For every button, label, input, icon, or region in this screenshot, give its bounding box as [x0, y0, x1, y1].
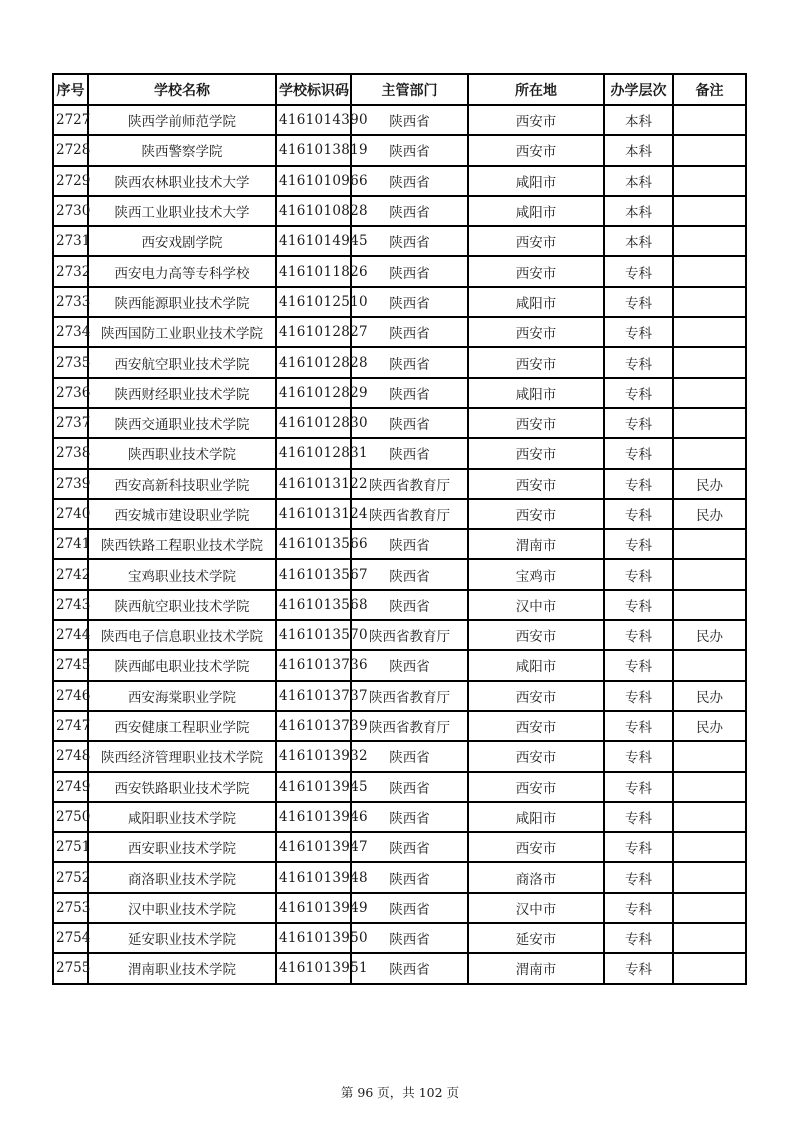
cell-authority: 陕西省: [351, 317, 468, 347]
cell-authority: 陕西省: [351, 378, 468, 408]
cell-location: 渭南市: [468, 953, 604, 983]
table-body: [53, 105, 746, 984]
cell-authority: 陕西省: [351, 923, 468, 953]
cell-level: 专科: [604, 347, 673, 377]
cell-remark: [673, 802, 746, 832]
cell-school-code: 4161011826: [276, 256, 351, 286]
cell-authority: 陕西省教育厅: [351, 711, 468, 741]
cell-school-code: 4161013568: [276, 590, 351, 620]
cell-school-code: 4161012827: [276, 317, 351, 347]
table-row: [53, 953, 746, 983]
table-row: [53, 802, 746, 832]
cell-remark: [673, 559, 746, 589]
cell-level: 专科: [604, 529, 673, 559]
cell-location: 商洛市: [468, 862, 604, 892]
cell-school-name: 西安健康工程职业学院: [88, 711, 276, 741]
cell-index: 2755: [53, 953, 88, 983]
cell-remark: [673, 408, 746, 438]
cell-level: 专科: [604, 620, 673, 650]
cell-school-name: 西安海棠职业学院: [88, 681, 276, 711]
cell-level: 本科: [604, 135, 673, 165]
cell-authority: 陕西省: [351, 166, 468, 196]
cell-level: 专科: [604, 559, 673, 589]
cell-location: 西安市: [468, 832, 604, 862]
cell-authority: 陕西省: [351, 529, 468, 559]
cell-level: 专科: [604, 287, 673, 317]
cell-authority: 陕西省: [351, 559, 468, 589]
table-row: [53, 105, 746, 135]
cell-level: 专科: [604, 832, 673, 862]
cell-level: 本科: [604, 166, 673, 196]
cell-school-name: 西安电力高等专科学校: [88, 256, 276, 286]
cell-school-name: 渭南职业技术学院: [88, 953, 276, 983]
cell-authority: 陕西省教育厅: [351, 620, 468, 650]
cell-location: 西安市: [468, 256, 604, 286]
cell-index: 2739: [53, 469, 88, 499]
cell-school-code: 4161014945: [276, 226, 351, 256]
cell-level: 专科: [604, 923, 673, 953]
cell-school-code: 4161013945: [276, 772, 351, 802]
cell-remark: [673, 862, 746, 892]
cell-index: 2747: [53, 711, 88, 741]
cell-location: 咸阳市: [468, 166, 604, 196]
cell-location: 汉中市: [468, 893, 604, 923]
table-row: [53, 499, 746, 529]
table-row: [53, 378, 746, 408]
cell-authority: 陕西省: [351, 893, 468, 923]
cell-remark: [673, 923, 746, 953]
cell-level: 专科: [604, 650, 673, 680]
table-row: [53, 711, 746, 741]
cell-remark: [673, 378, 746, 408]
cell-school-name: 宝鸡职业技术学院: [88, 559, 276, 589]
cell-authority: 陕西省: [351, 953, 468, 983]
cell-school-name: 西安职业技术学院: [88, 832, 276, 862]
cell-authority: 陕西省: [351, 256, 468, 286]
cell-authority: 陕西省: [351, 287, 468, 317]
cell-remark: [673, 953, 746, 983]
cell-school-code: 4161013947: [276, 832, 351, 862]
cell-school-code: 4161012510: [276, 287, 351, 317]
cell-school-name: 陕西国防工业职业技术学院: [88, 317, 276, 347]
cell-index: 2731: [53, 226, 88, 256]
cell-level: 本科: [604, 196, 673, 226]
cell-school-code: 4161013932: [276, 741, 351, 771]
cell-index: 2746: [53, 681, 88, 711]
cell-index: 2742: [53, 559, 88, 589]
cell-remark: [673, 529, 746, 559]
cell-school-name: 陕西经济管理职业技术学院: [88, 741, 276, 771]
cell-school-code: 4161013567: [276, 559, 351, 589]
cell-remark: [673, 772, 746, 802]
cell-index: 2730: [53, 196, 88, 226]
cell-index: 2750: [53, 802, 88, 832]
cell-school-code: 4161013570: [276, 620, 351, 650]
cell-remark: [673, 893, 746, 923]
table-row: [53, 893, 746, 923]
col-header-index: 序号: [53, 74, 88, 105]
cell-school-name: 陕西电子信息职业技术学院: [88, 620, 276, 650]
table-row: [53, 832, 746, 862]
cell-level: 专科: [604, 681, 673, 711]
cell-location: 西安市: [468, 105, 604, 135]
table-row: [53, 620, 746, 650]
table-row: [53, 166, 746, 196]
cell-school-name: 汉中职业技术学院: [88, 893, 276, 923]
table-row: [53, 772, 746, 802]
cell-school-name: 西安铁路职业技术学院: [88, 772, 276, 802]
table-row: [53, 287, 746, 317]
table-row: [53, 559, 746, 589]
cell-authority: 陕西省: [351, 408, 468, 438]
cell-school-code: 4161012828: [276, 347, 351, 377]
table-row: [53, 741, 746, 771]
cell-remark: 民办: [673, 469, 746, 499]
cell-school-code: 4161013949: [276, 893, 351, 923]
cell-school-code: 4161012830: [276, 408, 351, 438]
cell-index: 2727: [53, 105, 88, 135]
cell-index: 2745: [53, 650, 88, 680]
cell-index: 2751: [53, 832, 88, 862]
cell-school-name: 商洛职业技术学院: [88, 862, 276, 892]
cell-location: 咸阳市: [468, 378, 604, 408]
table-row: [53, 226, 746, 256]
cell-school-code: 4161013737: [276, 681, 351, 711]
cell-index: 2743: [53, 590, 88, 620]
col-header-level: 办学层次: [604, 74, 673, 105]
cell-school-name: 陕西学前师范学院: [88, 105, 276, 135]
cell-level: 专科: [604, 711, 673, 741]
cell-school-name: 陕西财经职业技术学院: [88, 378, 276, 408]
cell-authority: 陕西省: [351, 226, 468, 256]
cell-location: 西安市: [468, 772, 604, 802]
table-row: [53, 923, 746, 953]
cell-location: 渭南市: [468, 529, 604, 559]
cell-level: 专科: [604, 772, 673, 802]
cell-location: 西安市: [468, 469, 604, 499]
cell-location: 咸阳市: [468, 650, 604, 680]
cell-school-code: 4161013739: [276, 711, 351, 741]
cell-level: 专科: [604, 499, 673, 529]
cell-location: 延安市: [468, 923, 604, 953]
cell-index: 2736: [53, 378, 88, 408]
cell-level: 专科: [604, 862, 673, 892]
cell-remark: [673, 196, 746, 226]
cell-level: 本科: [604, 105, 673, 135]
cell-location: 西安市: [468, 620, 604, 650]
cell-location: 宝鸡市: [468, 559, 604, 589]
cell-school-code: 4161010828: [276, 196, 351, 226]
cell-school-name: 西安高新科技职业学院: [88, 469, 276, 499]
cell-school-code: 4161013950: [276, 923, 351, 953]
page-footer: 第 96 页，共 102 页: [340, 1085, 460, 1100]
cell-remark: 民办: [673, 711, 746, 741]
cell-school-code: 4161014390: [276, 105, 351, 135]
cell-level: 专科: [604, 408, 673, 438]
cell-index: 2748: [53, 741, 88, 771]
cell-index: 2733: [53, 287, 88, 317]
cell-school-code: 4161013122: [276, 469, 351, 499]
table-row: [53, 256, 746, 286]
cell-location: 西安市: [468, 741, 604, 771]
cell-school-code: 4161010966: [276, 166, 351, 196]
cell-authority: 陕西省: [351, 650, 468, 680]
universities-table: [52, 73, 747, 985]
table-row: [53, 469, 746, 499]
cell-school-code: 4161013946: [276, 802, 351, 832]
cell-school-code: 4161012829: [276, 378, 351, 408]
cell-level: 专科: [604, 741, 673, 771]
cell-school-name: 陕西邮电职业技术学院: [88, 650, 276, 680]
cell-school-code: 4161012831: [276, 438, 351, 468]
cell-remark: 民办: [673, 681, 746, 711]
cell-location: 咸阳市: [468, 287, 604, 317]
cell-location: 咸阳市: [468, 802, 604, 832]
cell-school-code: 4161013736: [276, 650, 351, 680]
cell-school-name: 陕西铁路工程职业技术学院: [88, 529, 276, 559]
table-row: [53, 196, 746, 226]
cell-school-name: 西安戏剧学院: [88, 226, 276, 256]
cell-school-name: 陕西航空职业技术学院: [88, 590, 276, 620]
cell-level: 专科: [604, 893, 673, 923]
cell-authority: 陕西省教育厅: [351, 469, 468, 499]
cell-location: 咸阳市: [468, 196, 604, 226]
cell-location: 西安市: [468, 438, 604, 468]
cell-location: 西安市: [468, 408, 604, 438]
cell-school-name: 西安航空职业技术学院: [88, 347, 276, 377]
cell-school-code: 4161013124: [276, 499, 351, 529]
table-row: [53, 590, 746, 620]
cell-index: 2741: [53, 529, 88, 559]
cell-remark: [673, 438, 746, 468]
cell-authority: 陕西省: [351, 802, 468, 832]
cell-school-code: 4161013951: [276, 953, 351, 983]
cell-index: 2729: [53, 166, 88, 196]
cell-remark: [673, 590, 746, 620]
cell-index: 2754: [53, 923, 88, 953]
table-row: [53, 347, 746, 377]
cell-authority: 陕西省: [351, 438, 468, 468]
cell-school-name: 陕西交通职业技术学院: [88, 408, 276, 438]
cell-level: 专科: [604, 953, 673, 983]
cell-index: 2735: [53, 347, 88, 377]
cell-authority: 陕西省: [351, 590, 468, 620]
table-row: [53, 438, 746, 468]
cell-location: 西安市: [468, 681, 604, 711]
cell-level: 专科: [604, 802, 673, 832]
cell-level: 本科: [604, 226, 673, 256]
cell-location: 西安市: [468, 711, 604, 741]
cell-level: 专科: [604, 469, 673, 499]
cell-index: 2738: [53, 438, 88, 468]
header-row: [53, 74, 746, 105]
cell-school-name: 陕西警察学院: [88, 135, 276, 165]
cell-remark: [673, 166, 746, 196]
cell-school-name: 陕西能源职业技术学院: [88, 287, 276, 317]
cell-authority: 陕西省: [351, 135, 468, 165]
table-row: [53, 681, 746, 711]
cell-level: 专科: [604, 378, 673, 408]
cell-remark: [673, 105, 746, 135]
cell-school-code: 4161013566: [276, 529, 351, 559]
cell-school-name: 陕西农林职业技术大学: [88, 166, 276, 196]
cell-remark: 民办: [673, 499, 746, 529]
cell-level: 专科: [604, 317, 673, 347]
col-header-authority: 主管部门: [351, 74, 468, 105]
col-header-remark: 备注: [673, 74, 746, 105]
cell-index: 2752: [53, 862, 88, 892]
cell-level: 专科: [604, 590, 673, 620]
cell-index: 2740: [53, 499, 88, 529]
col-header-school-name: 学校名称: [88, 74, 276, 105]
cell-remark: [673, 287, 746, 317]
cell-remark: [673, 317, 746, 347]
cell-remark: [673, 256, 746, 286]
cell-remark: 民办: [673, 620, 746, 650]
cell-school-name: 西安城市建设职业学院: [88, 499, 276, 529]
cell-level: 专科: [604, 438, 673, 468]
col-header-location: 所在地: [468, 74, 604, 105]
cell-remark: [673, 741, 746, 771]
table-row: [53, 317, 746, 347]
cell-remark: [673, 832, 746, 862]
cell-school-name: 陕西职业技术学院: [88, 438, 276, 468]
col-header-school-code: 学校标识码: [276, 74, 351, 105]
cell-authority: 陕西省: [351, 347, 468, 377]
cell-index: 2737: [53, 408, 88, 438]
cell-index: 2753: [53, 893, 88, 923]
cell-remark: [673, 135, 746, 165]
table-row: [53, 862, 746, 892]
cell-remark: [673, 226, 746, 256]
cell-location: 西安市: [468, 226, 604, 256]
cell-location: 西安市: [468, 347, 604, 377]
cell-authority: 陕西省教育厅: [351, 681, 468, 711]
cell-authority: 陕西省教育厅: [351, 499, 468, 529]
table-row: [53, 529, 746, 559]
table-row: [53, 408, 746, 438]
cell-school-name: 咸阳职业技术学院: [88, 802, 276, 832]
cell-school-name: 延安职业技术学院: [88, 923, 276, 953]
cell-school-code: 4161013819: [276, 135, 351, 165]
cell-index: 2744: [53, 620, 88, 650]
cell-authority: 陕西省: [351, 741, 468, 771]
table-row: [53, 650, 746, 680]
table-row: [53, 135, 746, 165]
cell-authority: 陕西省: [351, 862, 468, 892]
cell-index: 2732: [53, 256, 88, 286]
cell-index: 2728: [53, 135, 88, 165]
cell-school-code: 4161013948: [276, 862, 351, 892]
cell-authority: 陕西省: [351, 105, 468, 135]
cell-authority: 陕西省: [351, 196, 468, 226]
cell-index: 2734: [53, 317, 88, 347]
cell-location: 西安市: [468, 499, 604, 529]
cell-remark: [673, 650, 746, 680]
cell-authority: 陕西省: [351, 772, 468, 802]
cell-school-name: 陕西工业职业技术大学: [88, 196, 276, 226]
cell-location: 西安市: [468, 135, 604, 165]
cell-authority: 陕西省: [351, 832, 468, 862]
cell-index: 2749: [53, 772, 88, 802]
cell-remark: [673, 347, 746, 377]
cell-level: 专科: [604, 256, 673, 286]
cell-location: 西安市: [468, 317, 604, 347]
cell-location: 汉中市: [468, 590, 604, 620]
